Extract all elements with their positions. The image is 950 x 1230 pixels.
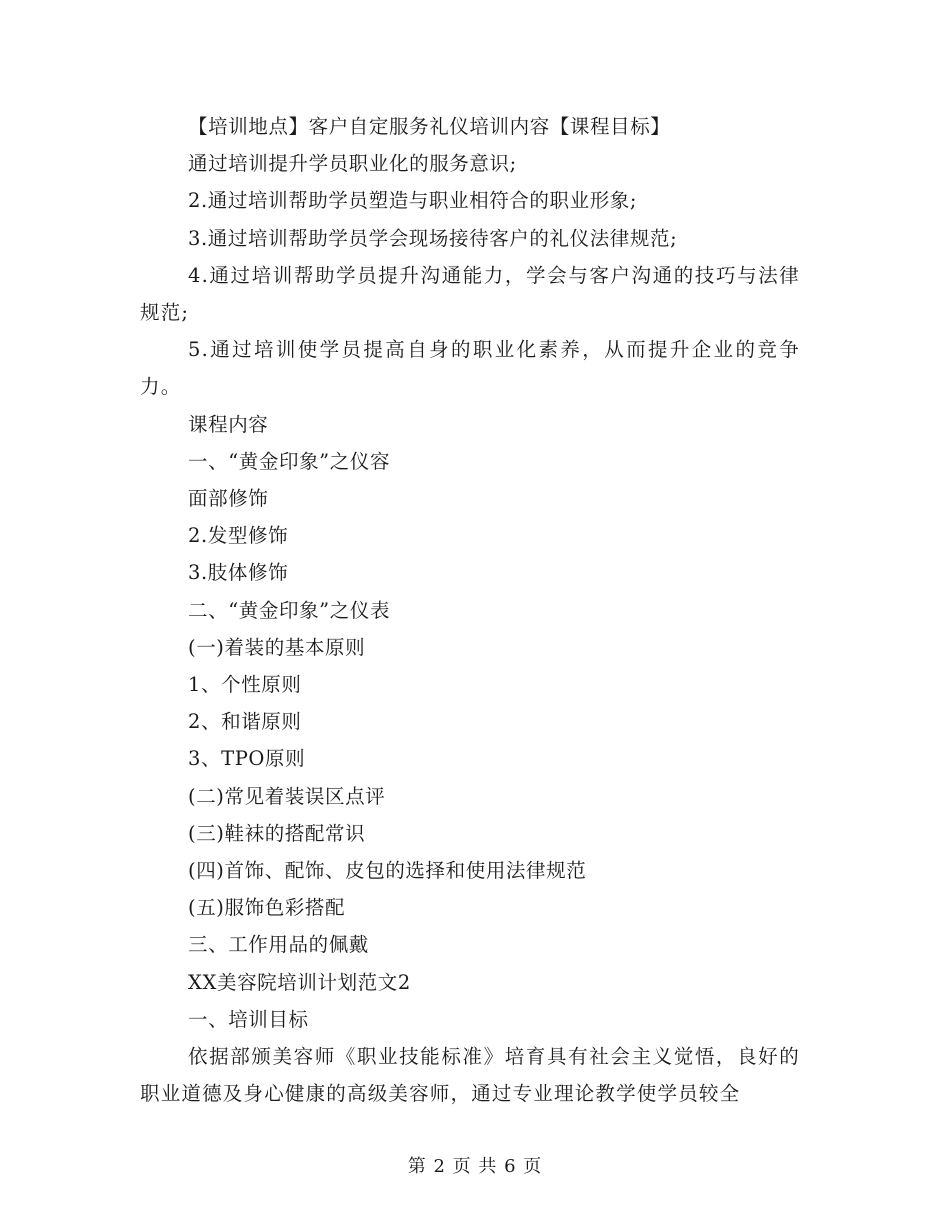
heading-plan-2: XX美容院培训计划范文2 bbox=[188, 970, 411, 994]
list-item-harmony: 2、和谐原则 bbox=[188, 710, 302, 734]
subheading-shoes-socks: (三)鞋袜的搭配常识 bbox=[188, 821, 366, 845]
list-item-hair: 2.发型修饰 bbox=[188, 524, 289, 548]
heading-section-2: 二、“黄金印象”之仪表 bbox=[188, 598, 391, 622]
list-item-body: 3.肢体修饰 bbox=[188, 561, 289, 585]
paragraph-goal-1: 通过培训提升学员职业化的服务意识; bbox=[188, 152, 517, 176]
paragraph-training-location: 【培训地点】客户自定服务礼仪培训内容【课程目标】 bbox=[188, 115, 671, 138]
heading-section-3: 三、工作用品的佩戴 bbox=[188, 933, 369, 957]
heading-section-1: 一、“黄金印象”之仪容 bbox=[188, 449, 391, 473]
list-item-tpo: 3、TPO原则 bbox=[188, 747, 306, 771]
paragraph-goal-3: 3.通过培训帮助学员学会现场接待客户的礼仪法律规范; bbox=[188, 226, 678, 250]
subheading-dress-mistakes: (二)常见着装误区点评 bbox=[188, 784, 386, 808]
document-body bbox=[140, 108, 800, 1112]
page-number-footer: 第 2 页 共 6 页 bbox=[407, 1156, 543, 1177]
list-item-personality: 1、个性原则 bbox=[188, 673, 302, 697]
heading-training-goal: 一、培训目标 bbox=[188, 1007, 309, 1031]
subheading-dress-principles: (一)着装的基本原则 bbox=[188, 635, 366, 659]
paragraph-goal-4: 4.通过培训帮助学员提升沟通能力，学会与客户沟通的技巧与法律规范; bbox=[140, 263, 800, 325]
subheading-accessories: (四)首饰、配饰、皮包的选择和使用法律规范 bbox=[188, 859, 587, 883]
heading-course-content: 课程内容 bbox=[188, 412, 269, 436]
paragraph-goal-2: 2.通过培训帮助学员塑造与职业相符合的职业形象; bbox=[188, 189, 638, 213]
list-item-face: 面部修饰 bbox=[188, 487, 269, 511]
subheading-color-matching: (五)服饰色彩搭配 bbox=[188, 896, 346, 920]
paragraph-training-goal: 依据部颁美容师《职业技能标准》培育具有社会主义觉悟，良好的职业道德及身心健康的高级美容师，通过专业理论教学使学员较全 bbox=[140, 1045, 800, 1106]
paragraph-goal-5: 5.通过培训使学员提高自身的职业化素养，从而提升企业的竞争力。 bbox=[140, 338, 800, 399]
